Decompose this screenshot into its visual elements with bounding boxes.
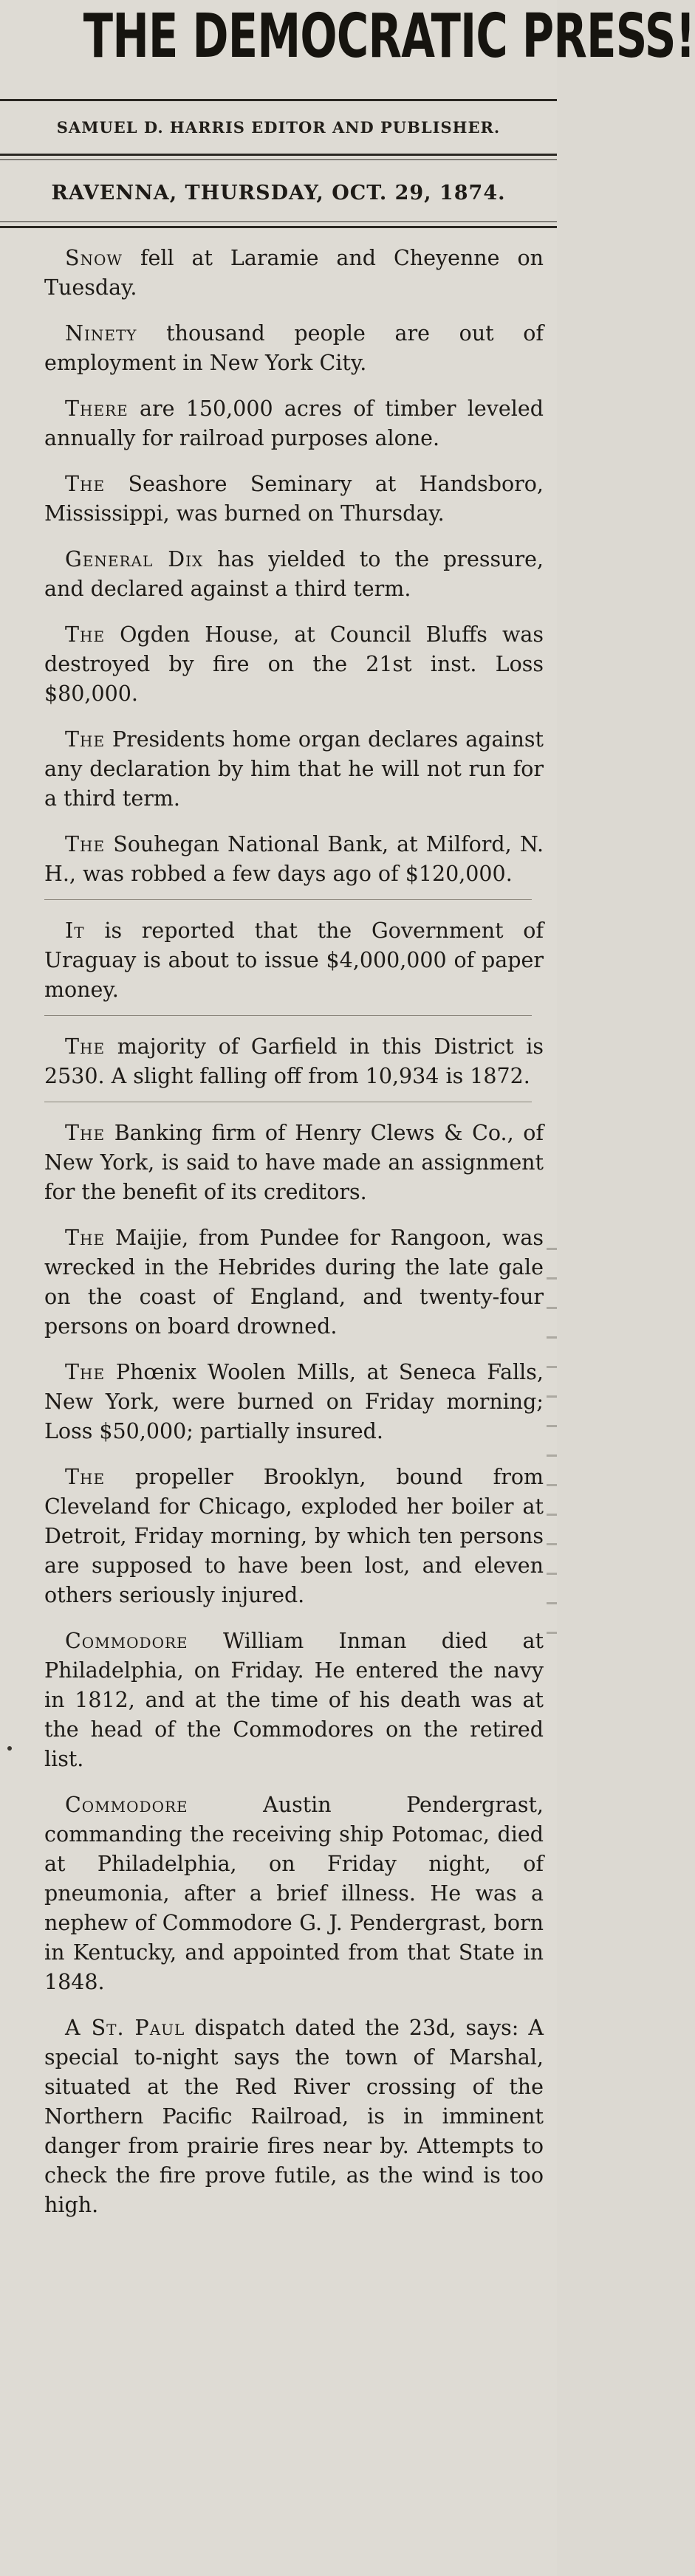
news-column xyxy=(44,244,544,2236)
item-lead: The xyxy=(65,832,106,856)
item-lead: Commodore xyxy=(65,1793,188,1817)
item-lead: Ninety xyxy=(65,321,137,346)
item-body: fell at Laramie and Cheyenne on Tuesday. xyxy=(44,246,544,300)
rule xyxy=(0,159,557,160)
item-lead: The xyxy=(65,1226,106,1250)
item-body: Seashore Seminary at Handsboro, Mississippi, was burned on Thursday. xyxy=(44,472,544,526)
item-body: Maijie, from Pundee for Rangoon, was wrecked in the Hebrides during the late gale on the coast of England, and twenty-four persons on board drowned. xyxy=(44,1226,544,1339)
news-item xyxy=(44,545,544,604)
ink-spot xyxy=(7,1746,12,1751)
adjacent-column-edge xyxy=(547,1248,557,1661)
item-body: Presidents home organ declares against any declaration by him that he will not run for a third term. xyxy=(44,727,544,811)
item-lead: Commodore xyxy=(65,1629,188,1653)
item-lead: A St. Paul xyxy=(65,2016,185,2040)
item-divider xyxy=(44,899,532,900)
news-item xyxy=(44,1032,544,1091)
rule xyxy=(0,99,557,101)
news-item xyxy=(44,830,544,889)
item-body: Souhegan National Bank, at Milford, N. H., was robbed a few days ago of $120,000. xyxy=(44,832,544,886)
news-item xyxy=(44,2013,544,2220)
item-body: are 150,000 acres of timber leveled annually for railroad purposes alone. xyxy=(44,396,544,450)
item-lead: The xyxy=(65,1034,106,1059)
item-body: propeller Brooklyn, bound from Cleveland for Chicago, exploded her boiler at Detroit, Friday morning, by which ten persons are supposed to have been lost, and eleven others seriously injured. xyxy=(44,1465,544,1607)
news-item xyxy=(44,319,544,378)
news-item xyxy=(44,394,544,453)
item-body: has yielded to the pressure, and declared against a third term. xyxy=(44,547,544,601)
item-body: Banking firm of Henry Clews & Co., of New York, is said to have made an assignment for the benefit of its creditors. xyxy=(44,1121,544,1204)
item-lead: There xyxy=(65,396,129,421)
newspaper-title: THE DEMOCRATIC PRESS! xyxy=(83,1,695,72)
news-item xyxy=(44,1463,544,1610)
rule xyxy=(0,154,557,156)
item-body: is reported that the Government of Uraguay is about to issue $4,000,000 of paper money. xyxy=(44,918,544,1002)
dateline: RAVENNA, THURSDAY, OCT. 29, 1874. xyxy=(51,182,506,205)
item-lead: The xyxy=(65,727,106,752)
news-item xyxy=(44,470,544,529)
item-lead: The xyxy=(65,1360,106,1384)
news-item xyxy=(44,1119,544,1207)
news-item xyxy=(44,1790,544,1997)
item-body: William Inman died at Philadelphia, on Friday. He entered the navy in 1812, and at the time of his death was at the head of the Commodores on the retired list. xyxy=(44,1629,544,1771)
rule xyxy=(0,226,557,228)
item-lead: General Dix xyxy=(65,547,204,571)
masthead xyxy=(0,0,695,96)
item-body: Ogden House, at Council Bluffs was destroyed by fire on the 21st inst. Loss $80,000. xyxy=(44,622,544,706)
news-item xyxy=(44,1223,544,1342)
item-lead: The xyxy=(65,1121,106,1145)
editor-line: SAMUEL D. HARRIS EDITOR AND PUBLISHER. xyxy=(56,118,501,137)
news-item xyxy=(44,620,544,709)
item-body: thousand people are out of employment in New York City. xyxy=(44,321,544,375)
item-lead: Snow xyxy=(65,246,123,270)
news-item xyxy=(44,1627,544,1774)
item-lead: The xyxy=(65,472,106,496)
news-item xyxy=(44,1358,544,1446)
item-body: Austin Pendergrast, commanding the receiving ship Potomac, died at Philadelphia, on Friday night, of pneumonia, after a brief illness. He was a nephew of Commodore G. J. Pendergrast, born in Kentucky, and appointed from that State in 1848. xyxy=(44,1793,544,1994)
news-item xyxy=(44,725,544,814)
item-lead: It xyxy=(65,918,85,943)
item-divider xyxy=(44,1015,532,1016)
item-body: Phœnix Woolen Mills, at Seneca Falls, New York, were burned on Friday morning; Loss $50,000; partially insured. xyxy=(44,1360,544,1443)
item-body: majority of Garfield in this District is 2530. A slight falling off from 10,934 is 1872. xyxy=(44,1034,544,1088)
rule xyxy=(0,221,557,222)
news-item xyxy=(44,916,544,1005)
item-lead: The xyxy=(65,1465,106,1489)
item-body: dispatch dated the 23d, says: A special to-night says the town of Marshal, situated at the Red River crossing of the Northern Pacific Railroad, is in imminent danger from prairie fires near by. Attempts to check the fire prove futile, as the wind is too high. xyxy=(44,2016,544,2217)
item-lead: The xyxy=(65,622,106,647)
news-item xyxy=(44,244,544,303)
